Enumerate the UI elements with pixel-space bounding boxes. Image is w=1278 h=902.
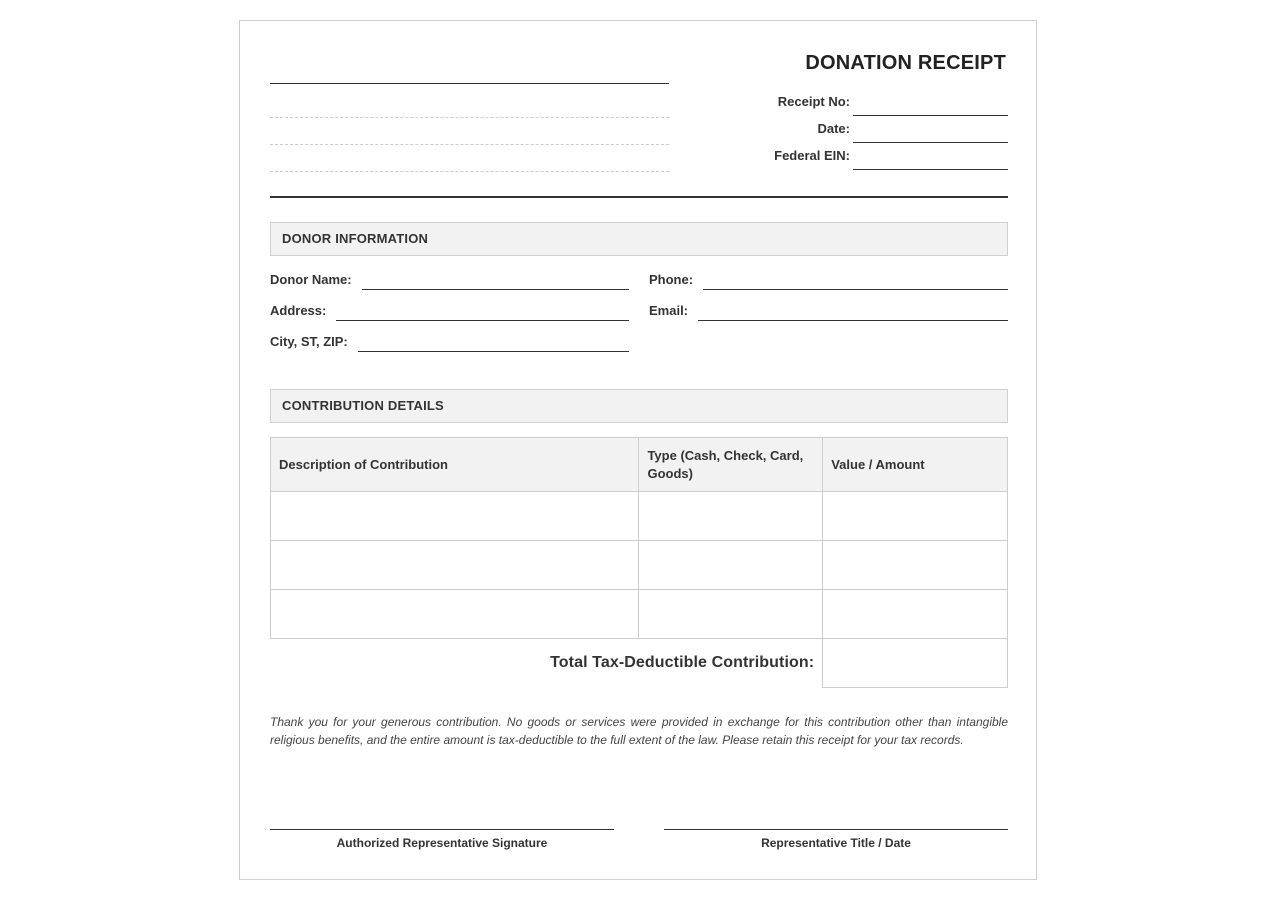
federal-ein-label: Federal EIN: bbox=[774, 148, 850, 163]
email-field[interactable] bbox=[698, 320, 1008, 321]
donor-name-label: Donor Name: bbox=[270, 272, 352, 287]
column-header-value: Value / Amount bbox=[823, 438, 1008, 492]
address-field[interactable] bbox=[336, 320, 629, 321]
value-cell[interactable] bbox=[823, 541, 1008, 590]
donor-name-field[interactable] bbox=[362, 289, 629, 290]
organization-address-line-3[interactable] bbox=[270, 171, 669, 172]
table-row bbox=[271, 590, 1008, 639]
organization-address-line-2[interactable] bbox=[270, 144, 669, 145]
total-value-cell[interactable] bbox=[823, 639, 1008, 688]
organization-name-line[interactable] bbox=[270, 83, 669, 84]
email-label: Email: bbox=[649, 303, 689, 318]
contribution-details-heading: CONTRIBUTION DETAILS bbox=[270, 389, 1008, 423]
receipt-no-label: Receipt No: bbox=[777, 94, 850, 109]
type-cell[interactable] bbox=[639, 541, 823, 590]
signature-line[interactable] bbox=[270, 829, 614, 830]
description-cell[interactable] bbox=[271, 492, 639, 541]
address-label: Address: bbox=[270, 303, 327, 318]
title-date-label: Representative Title / Date bbox=[761, 836, 911, 850]
city-st-zip-field[interactable] bbox=[358, 351, 629, 352]
date-label: Date: bbox=[817, 121, 850, 136]
table-row bbox=[271, 492, 1008, 541]
phone-field[interactable] bbox=[703, 289, 1008, 290]
city-st-zip-label: City, ST, ZIP: bbox=[270, 334, 348, 349]
title-date-line[interactable] bbox=[664, 829, 1008, 830]
receipt-no-field[interactable] bbox=[853, 115, 1008, 116]
organization-address-line-1[interactable] bbox=[270, 117, 669, 118]
description-cell[interactable] bbox=[271, 541, 639, 590]
tax-disclaimer-note: Thank you for your generous contribution. No goods or services were provided in exchange for this contribution other than intangible religious benefits, and the entire amount is tax-deductible to the full extent of the law. Please retain this receipt for your tax records. bbox=[270, 715, 1008, 747]
description-cell[interactable] bbox=[271, 590, 639, 639]
date-field[interactable] bbox=[853, 142, 1008, 143]
document-title: DONATION RECEIPT bbox=[805, 52, 1006, 74]
column-header-description: Description of Contribution bbox=[271, 438, 639, 492]
receipt-page bbox=[239, 20, 1037, 880]
type-cell[interactable] bbox=[639, 590, 823, 639]
total-row bbox=[271, 639, 1008, 688]
value-cell[interactable] bbox=[823, 492, 1008, 541]
type-cell[interactable] bbox=[639, 492, 823, 541]
value-cell[interactable] bbox=[823, 590, 1008, 639]
contribution-table bbox=[270, 437, 1008, 688]
total-label: Total Tax-Deductible Contribution: bbox=[550, 654, 815, 672]
phone-label: Phone: bbox=[649, 272, 694, 287]
signature-label: Authorized Representative Signature bbox=[336, 836, 548, 850]
header-divider bbox=[270, 196, 1008, 198]
table-header-row bbox=[271, 438, 1008, 492]
column-header-type: Type (Cash, Check, Card, Goods) bbox=[639, 438, 823, 492]
federal-ein-field[interactable] bbox=[853, 169, 1008, 170]
table-row bbox=[271, 541, 1008, 590]
donor-info-heading: DONOR INFORMATION bbox=[270, 222, 1008, 256]
